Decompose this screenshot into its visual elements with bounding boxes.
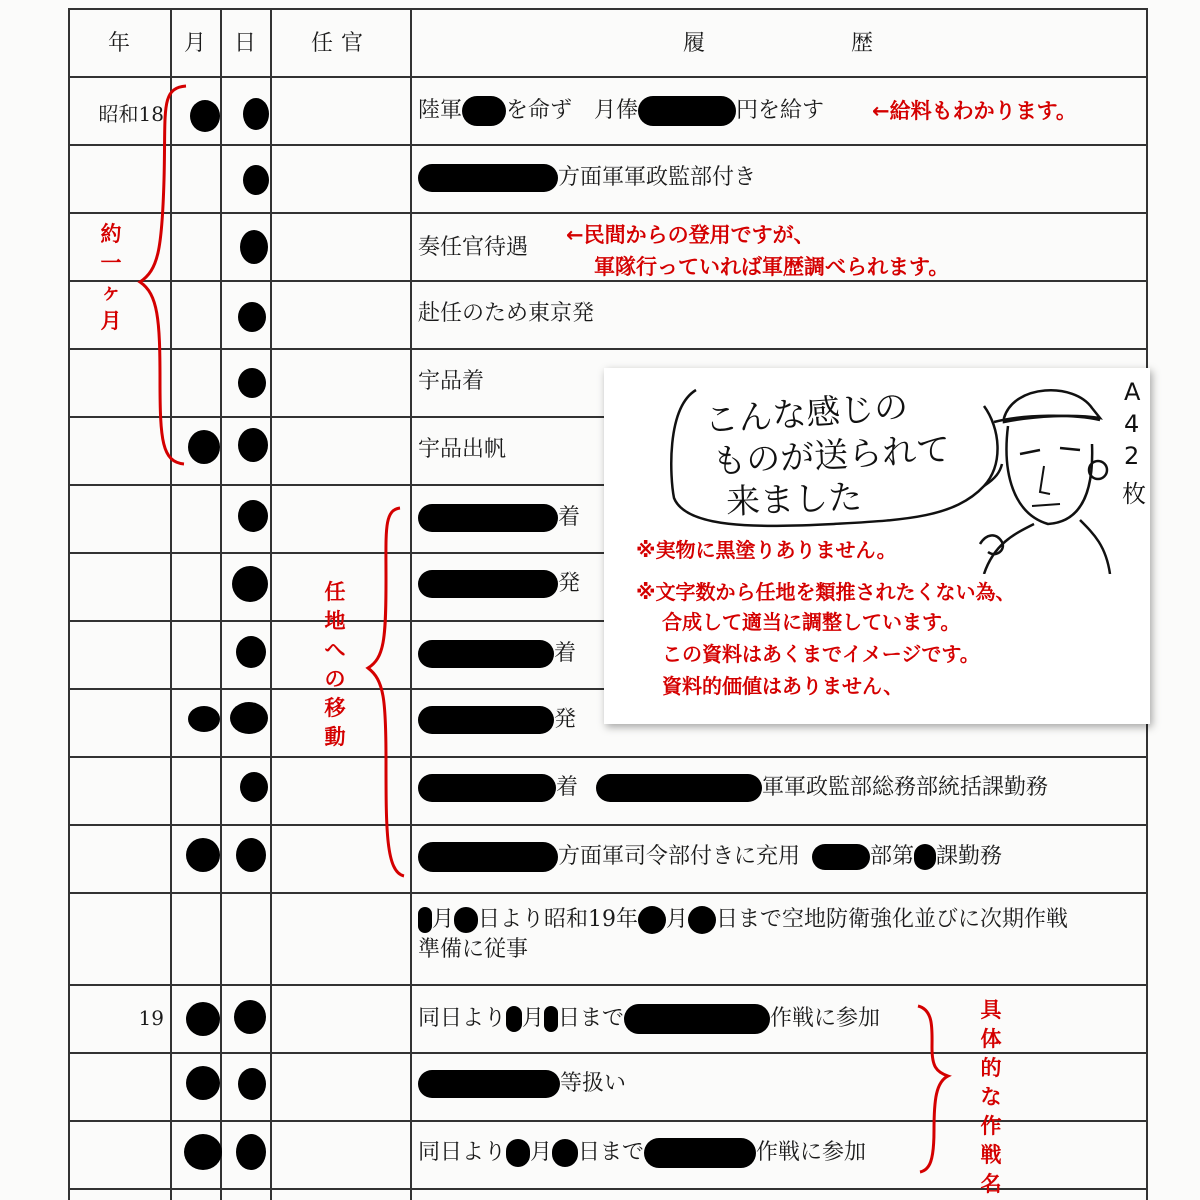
history-text: 着 <box>556 775 579 800</box>
sketch-person-illustration <box>974 374 1114 574</box>
history-text: 方面軍軍政監部付き <box>558 165 757 190</box>
civilian-annotation-line1: ←民間からの登用ですが、 <box>566 223 815 247</box>
history-text: 同日より <box>418 1140 507 1165</box>
history-row: 準備に従事 <box>418 937 529 962</box>
year-cell: 昭和18 <box>98 102 164 126</box>
operation-char: 体 <box>980 1027 1002 1051</box>
history-text: 円を給す <box>736 98 825 123</box>
history-text: 日まで <box>578 1140 645 1165</box>
one-month-brace <box>140 86 186 464</box>
header-year: 年 <box>107 31 132 56</box>
operation-label <box>978 996 1004 1199</box>
year-cell: 19 <box>138 1006 164 1030</box>
header-day: 日 <box>233 31 258 56</box>
transfer-char: の <box>324 667 346 691</box>
history-text: 部第 <box>870 844 915 869</box>
operation-char: な <box>980 1085 1002 1109</box>
history-text: 日まで <box>558 1006 625 1031</box>
side-note-char: A <box>1124 378 1141 406</box>
history-text: を命ず 月俸 <box>506 98 639 123</box>
salary-annotation: ←給料もわかります。 <box>872 99 1077 123</box>
operation-char: 的 <box>980 1056 1002 1080</box>
handwritten-line: ものが送られて <box>711 429 952 483</box>
one-month-char: 月 <box>100 309 122 333</box>
history-text: 同日より <box>418 1006 507 1031</box>
transfer-char: 任 <box>324 580 346 604</box>
one-month-char: ヶ <box>100 280 122 304</box>
history-text: 赴任のため東京発 <box>418 301 595 326</box>
operation-brace <box>918 1006 948 1172</box>
handwritten-line: 来ました <box>725 477 863 523</box>
handwritten-line: こんな感じの <box>703 386 910 442</box>
note-line: 資料的価値はありません、 <box>662 674 904 698</box>
history-text: 月 <box>522 1006 545 1031</box>
operation-char: 具 <box>980 998 1002 1022</box>
one-month-label <box>98 220 124 336</box>
note-line: この資料はあくまでイメージです。 <box>662 642 980 666</box>
operation-char: 名 <box>980 1172 1002 1196</box>
side-note-char: 枚 <box>1122 480 1146 508</box>
note-card <box>604 368 1150 724</box>
side-note-char: 4 <box>1124 410 1140 438</box>
history-text: 月 <box>432 907 455 932</box>
note-line: ※実物に黒塗りありません。 <box>636 538 897 562</box>
transfer-brace <box>368 508 404 876</box>
history-text: 宇品出帆 <box>418 437 507 462</box>
operation-char: 戦 <box>980 1143 1002 1167</box>
note-line: ※文字数から任地を類推されたくない為、 <box>636 580 1016 604</box>
history-text: 奏任官待遇 <box>418 235 529 260</box>
history-text: 着 <box>554 641 577 666</box>
history-text: 軍軍政監部総務部統括課勤務 <box>762 775 1049 800</box>
history-text: 等扱い <box>560 1071 627 1096</box>
transfer-char: 動 <box>324 725 346 749</box>
history-text: 作戦に参加 <box>770 1006 881 1031</box>
history-text: 宇品着 <box>418 369 485 394</box>
history-text: 発 <box>558 571 581 596</box>
transfer-label <box>322 578 348 752</box>
civilian-annotation-line2: 軍隊行っていれば軍歴調べられます。 <box>594 255 950 279</box>
history-text: 日より昭和19年 <box>478 907 639 932</box>
note-line: 合成して適当に調整しています。 <box>662 610 961 634</box>
history-text: 発 <box>554 707 577 732</box>
history-text: 日まで空地防衛強化並びに次期作戦 <box>716 907 1069 932</box>
transfer-char: へ <box>324 638 346 662</box>
history-text: 月 <box>666 907 689 932</box>
operation-char: 作 <box>980 1114 1002 1138</box>
history-text: 月 <box>530 1140 553 1165</box>
transfer-char: 地 <box>324 609 346 633</box>
header-month: 月 <box>183 31 208 56</box>
history-text: 着 <box>558 505 581 530</box>
transfer-char: 移 <box>324 696 346 720</box>
history-text: 方面軍司令部付きに充用 <box>558 844 801 869</box>
history-text: 課勤務 <box>936 844 1003 869</box>
header-history: 履 歴 <box>682 31 875 56</box>
one-month-char: 一 <box>100 251 122 275</box>
one-month-char: 約 <box>100 222 122 246</box>
history-text: 陸軍 <box>418 98 463 123</box>
history-text: 作戦に参加 <box>756 1140 867 1165</box>
side-note-char: 2 <box>1124 442 1140 470</box>
header-appointment: 任官 <box>310 31 371 56</box>
